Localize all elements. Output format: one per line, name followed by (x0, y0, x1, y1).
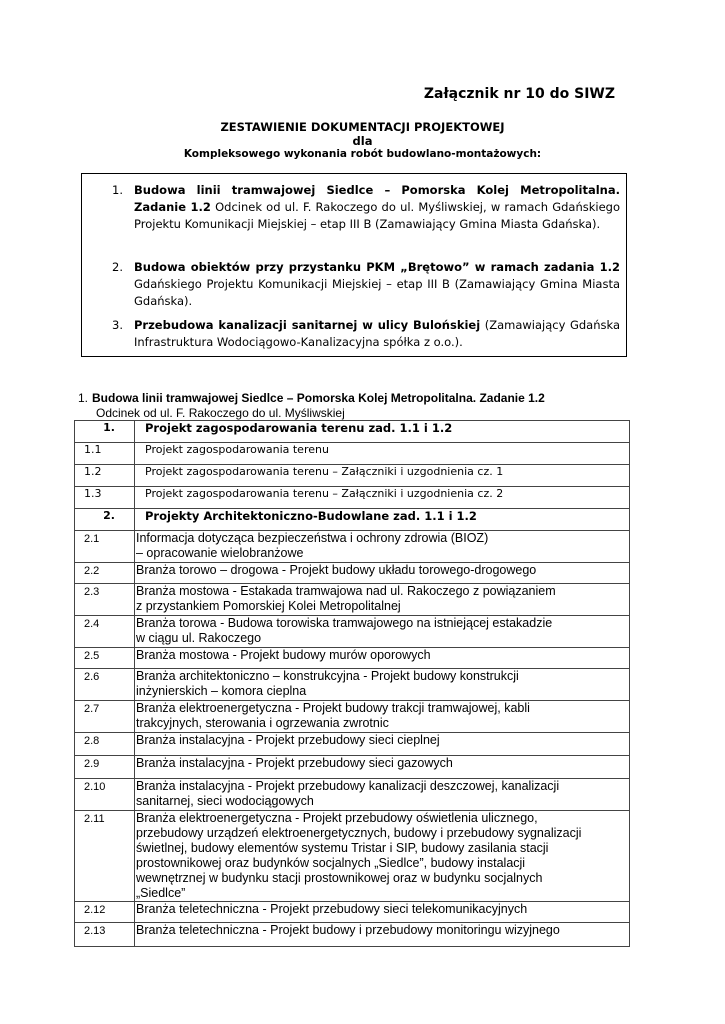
row-text-line: Branża elektroenergetyczna - Projekt budowy trakcji tramwajowej, kabli (136, 701, 530, 715)
table-row (75, 584, 630, 616)
table-row (75, 531, 630, 563)
table-row (75, 616, 630, 648)
row-number: 2.8 (75, 733, 135, 756)
row-text-line: wewnętrznej w budynku stacji prostownikowej oraz w budynku socjalnych (136, 871, 543, 885)
row-text-line: Informacja dotycząca bezpieczeństwa i ochrony zdrowia (BIOZ) (136, 531, 489, 545)
document-heading: ZESTAWIENIE DOKUMENTACJI PROJEKTOWEJ (220, 120, 505, 134)
table-row (75, 779, 630, 811)
row-text (135, 902, 630, 923)
row-text (135, 616, 630, 648)
row-number: 2.2 (75, 563, 135, 584)
row-text-line: Branża mostowa - Estakada tramwajowa nad ul. Rakoczego z powiązaniem (136, 584, 556, 598)
table-row (75, 923, 630, 947)
row-text (135, 733, 630, 756)
group-number: 2. (75, 509, 135, 531)
table-row (75, 443, 630, 465)
table-row (75, 648, 630, 669)
row-text (135, 648, 630, 669)
scope-item-number: 3. (112, 318, 123, 332)
row-number: 2.1 (75, 531, 135, 563)
row-text: Projekt zagospodarowania terenu – Załączniki i uzgodnienia cz. 1 (135, 465, 630, 487)
row-text (135, 531, 630, 563)
scope-item-number: 2. (112, 260, 123, 274)
table-group-header (75, 421, 630, 443)
row-text (135, 923, 630, 947)
row-text: Projekt zagospodarowania terenu – Załączniki i uzgodnienia cz. 2 (135, 487, 630, 509)
row-number: 2.4 (75, 616, 135, 648)
section-title (78, 391, 545, 405)
row-text (135, 563, 630, 584)
row-number: 2.9 (75, 756, 135, 779)
scope-item-rest: Gdańskiego Projektu Komunikacji Miejskiej – etap III B (Zamawiający Gmina Miasta Gdańska). (134, 277, 620, 308)
document-heading-scope: Kompleksowego wykonania robót budowlano-montażowych: (183, 148, 542, 160)
row-text-line: Branża teletechniczna - Projekt budowy i przebudowy monitoringu wizyjnego (136, 923, 560, 937)
scope-item-number: 1. (112, 183, 123, 197)
row-text (135, 779, 630, 811)
row-text-line: – opracowanie wielobranżowe (136, 546, 304, 560)
row-number: 2.6 (75, 669, 135, 701)
row-text-line: Branża instalacyjna - Projekt przebudowy kanalizacji deszczowej, kanalizacji (136, 779, 560, 793)
row-text-line: Branża architektoniczno – konstrukcyjna - Projekt budowy konstrukcji (136, 669, 519, 683)
table-row (75, 669, 630, 701)
scope-item-rest: Odcinek od ul. F. Rakoczego do ul. Myśliwskiej, w ramach Gdańskiego Projektu Komunikacji Miejskiej – etap III B (Zamawiający Gmina Miasta Gdańska). (134, 200, 621, 231)
table-row (75, 902, 630, 923)
attachment-title: Załącznik nr 10 do SIWZ (423, 86, 615, 102)
row-number: 1.1 (75, 443, 135, 465)
row-text-line: trakcyjnych, sterowania i ogrzewania zwrotnic (136, 716, 389, 730)
row-text-line: Branża mostowa - Projekt budowy murów oporowych (136, 648, 431, 662)
table-row (75, 563, 630, 584)
row-number: 2.3 (75, 584, 135, 616)
row-number: 2.7 (75, 701, 135, 733)
row-number: 1.3 (75, 487, 135, 509)
row-text-line: świetlnej, budowy elementów systemu Tristar i SIP, budowy zasilania stacji (136, 841, 549, 855)
table-row (75, 756, 630, 779)
row-text (135, 584, 630, 616)
row-number: 2.11 (75, 811, 135, 902)
table-row (75, 465, 630, 487)
row-text-line: „Siedlce” (136, 886, 186, 900)
group-number: 1. (75, 421, 135, 443)
row-number: 1.2 (75, 465, 135, 487)
section-number: 1. (78, 391, 89, 405)
row-text (135, 756, 630, 779)
row-number: 2.10 (75, 779, 135, 811)
row-text-line: Branża instalacyjna - Projekt przebudowy sieci gazowych (136, 756, 453, 770)
row-text-line: Branża instalacyjna - Projekt przebudowy sieci cieplnej (136, 733, 440, 747)
row-text-line: przebudowy urządzeń elektroenergetycznych, budowy i przebudowy sygnalizacji (136, 826, 582, 840)
row-text-line: prostownikowej oraz budynków socjalnych „Siedlce”, budowy instalacji (136, 856, 526, 870)
row-text (135, 669, 630, 701)
row-text-line: z przystankiem Pomorskiej Kolei Metropolitalnej (136, 599, 401, 613)
scope-item-rest: (Zamawiający Gdańska Infrastruktura Wodociągowo-Kanalizacyjna spółka z o.o.). (134, 318, 621, 349)
table-row (75, 733, 630, 756)
document-heading-for: dla (352, 134, 373, 148)
section-title-text: Budowa linii tramwajowej Siedlce – Pomorska Kolej Metropolitalna. Zadanie 1.2 (92, 391, 545, 405)
row-number: 2.12 (75, 902, 135, 923)
row-text (135, 811, 630, 902)
scope-item-text (134, 317, 620, 351)
table-row (75, 487, 630, 509)
row-text: Projekt zagospodarowania terenu (135, 443, 630, 465)
section-subtitle: Odcinek od ul. F. Rakoczego do ul. Myśliwskiej (96, 406, 345, 420)
row-text-line: Branża torowo – drogowa - Projekt budowy układu torowego-drogowego (136, 563, 537, 577)
row-text-line: Branża elektroenergetyczna - Projekt przebudowy oświetlenia ulicznego, (136, 811, 538, 825)
row-text (135, 701, 630, 733)
documentation-table (74, 420, 630, 947)
row-number: 2.5 (75, 648, 135, 669)
group-title: Projekt zagospodarowania terenu zad. 1.1 i 1.2 (135, 421, 630, 443)
table-group-header (75, 509, 630, 531)
table-row (75, 811, 630, 902)
row-text-line: sanitarnej, sieci wodociągowych (136, 794, 314, 808)
row-text-line: inżynierskich – komora cieplna (136, 684, 307, 698)
group-title: Projekty Architektoniczno-Budowlane zad. 1.1 i 1.2 (135, 509, 630, 531)
scope-item-bold: Przebudowa kanalizacji sanitarnej w ulicy Bulońskiej (134, 318, 481, 332)
scope-item-text (134, 259, 620, 310)
table-row (75, 701, 630, 733)
scope-box (81, 173, 627, 357)
scope-item-bold: Budowa linii tramwajowej Siedlce – Pomorska Kolej Metropolitalna. Zadanie 1.2 (134, 183, 620, 214)
scope-item-bold: Budowa obiektów przy przystanku PKM „Brętowo” w ramach zadania 1.2 (134, 260, 620, 274)
scope-item-text (134, 182, 620, 233)
row-text-line: Branża torowa - Budowa torowiska tramwajowego na istniejącej estakadzie (136, 616, 553, 630)
row-number: 2.13 (75, 923, 135, 947)
row-text-line: w ciągu ul. Rakoczego (136, 631, 262, 645)
row-text-line: Branża teletechniczna - Projekt przebudowy sieci telekomunikacyjnych (136, 902, 528, 916)
